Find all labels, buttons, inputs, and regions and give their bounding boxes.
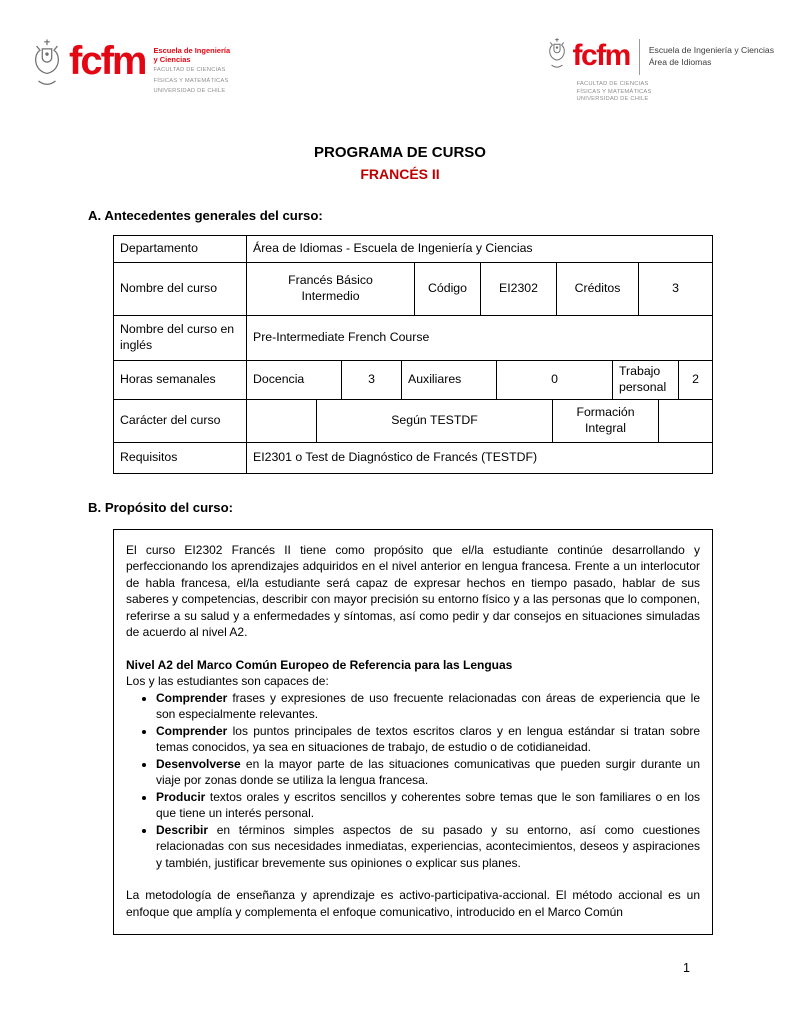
school-name-line1: Escuela de Ingeniería xyxy=(153,46,231,55)
table-row-departamento xyxy=(114,236,712,262)
bullet-text: textos orales y escritos sencillos y coherentes sobre temas que le son familiares o en los que tiene un interés personal. xyxy=(156,789,700,821)
page-number: 1 xyxy=(683,961,690,975)
bullet-item xyxy=(156,756,700,789)
creditos-label: Créditos xyxy=(556,263,638,315)
fcfm-logo-left xyxy=(30,36,230,97)
bullet-item xyxy=(156,822,700,872)
fcfm-logo-right xyxy=(546,36,774,104)
section-b-heading: B. Propósito del curso: xyxy=(88,499,234,515)
level-a2-heading: Nivel A2 del Marco Común Europeo de Referencia para las Lenguas xyxy=(126,657,513,672)
requisitos-value: EI2301 o Test de Diagnóstico de Francés (TESTDF) xyxy=(246,443,712,473)
caracter-label: Carácter del curso xyxy=(120,412,221,427)
auxiliares-label: Auxiliares xyxy=(401,361,496,399)
purpose-paragraph-2: La metodología de enseñanza y aprendizaje es activo-participativa-accional. El método accional es un enfoque que amplía y complementa el enfoque comunicativo, introducido en el Marco Común xyxy=(126,888,700,919)
requisitos-label: Requisitos xyxy=(120,449,178,464)
formacion-line1: Formación xyxy=(576,405,635,420)
faculty-name-line1: FACULTAD DE CIENCIAS xyxy=(576,81,649,87)
course-subtitle: FRANCÉS II xyxy=(360,165,440,182)
nombre-curso-line2: Intermedio xyxy=(301,288,360,303)
section-a-heading: A. Antecedentes generales del curso: xyxy=(88,207,323,223)
fcfm-logo-left-text xyxy=(153,46,230,96)
docencia-value: 3 xyxy=(341,361,401,399)
university-crest-icon xyxy=(30,36,64,97)
table-row-requisitos xyxy=(114,442,712,473)
caracter-empty-cell-2 xyxy=(658,400,712,442)
purpose-box xyxy=(113,529,713,936)
faculty-name-line2: FÍSICAS Y MATEMÁTICAS xyxy=(576,88,652,95)
nombre-curso-value xyxy=(246,263,414,315)
nombre-ingles-label: Nombre del curso en inglés xyxy=(120,322,235,352)
page-title: PROGRAMA DE CURSO xyxy=(314,143,486,161)
department-names xyxy=(649,45,774,68)
bullet-lead: Desenvolverse xyxy=(156,756,241,771)
school-name: Escuela de Ingeniería y Ciencias xyxy=(648,44,774,55)
horas-label: Horas semanales xyxy=(120,371,216,386)
competencies-bullet-list xyxy=(126,690,700,872)
nombre-curso-line1: Francés Básico xyxy=(288,273,373,288)
table-row-nombre-ingles xyxy=(114,315,712,360)
bullet-item xyxy=(156,723,700,756)
trabajo-label: Trabajo personal xyxy=(612,361,678,399)
auxiliares-value: 0 xyxy=(496,361,612,399)
level-a2-intro: Los y las estudiantes son capaces de: xyxy=(126,674,329,689)
bullet-text: en la mayor parte de las situaciones comunicativas que pueden surgir durante un viaje por zonas donde se utiliza la lengua francesa. xyxy=(156,756,700,788)
faculty-name-line1: FACULTAD DE CIENCIAS xyxy=(153,67,226,73)
docencia-label: Docencia xyxy=(246,361,341,399)
table-row-nombre-curso xyxy=(114,262,712,315)
nombre-curso-label: Nombre del curso xyxy=(120,280,218,295)
caracter-value-formacion xyxy=(552,400,658,442)
title-block xyxy=(0,144,800,182)
area-idiomas-name: Área de Idiomas xyxy=(648,56,712,67)
fcfm-logotype: fcfm xyxy=(572,39,630,73)
formacion-line2: Integral xyxy=(584,420,627,435)
caracter-empty-cell xyxy=(246,400,316,442)
course-info-table xyxy=(113,235,713,474)
trabajo-value: 2 xyxy=(678,361,712,399)
codigo-value: EI2302 xyxy=(480,263,556,315)
faculty-name-line2: FÍSICAS Y MATEMÁTICAS xyxy=(153,77,229,84)
school-name-line2: y Ciencias xyxy=(153,55,191,64)
page-header xyxy=(0,0,800,104)
university-name: UNIVERSIDAD DE CHILE xyxy=(153,88,226,95)
fcfm-logo-right-bottom xyxy=(576,81,774,104)
bullet-text: frases y expresiones de uso frecuente relacionadas con áreas de experiencia que le son especialmente relevantes. xyxy=(156,690,700,722)
bullet-lead: Describir xyxy=(156,822,209,837)
fcfm-logo-right-top xyxy=(546,36,774,77)
bullet-lead: Comprender xyxy=(156,690,228,705)
table-row-caracter xyxy=(114,399,712,442)
nombre-ingles-value: Pre-Intermediate French Course xyxy=(246,316,712,360)
purpose-paragraph-1: El curso EI2302 Francés II tiene como propósito que el/la estudiante continúe desarrollando y perfeccionando los aprendizajes adquiridos en el nivel anterior en lengua francesa. Frente a un interlocutor de habla francesa, el/la estudiante será capaz de expresar hechos en tiempo pasado, hablar de sus saberes y competencias, describir con mayor precisión su entorno físico y a las personas que lo componen, referirse a su salud y a enfermedades y síntomas, así como pedir y dar consejos en situaciones simuladas de acuerdo al nivel A2. xyxy=(126,542,700,640)
fcfm-logotype: fcfm xyxy=(69,39,146,83)
bullet-text: en términos simples aspectos de su pasado y su entorno, así como cuestiones relacionadas con sus necesidades inmediatas, experiencias, acontecimientos, deseos y aspiraciones y también, justificar brevemente sus opiniones o explicar sus planes. xyxy=(156,822,700,870)
university-crest-icon xyxy=(546,36,568,77)
codigo-label: Código xyxy=(414,263,480,315)
bullet-lead: Producir xyxy=(156,789,206,804)
departamento-value: Área de Idiomas - Escuela de Ingeniería y Ciencias xyxy=(246,236,712,262)
caracter-value-testdf: Según TESTDF xyxy=(316,400,552,442)
university-name: UNIVERSIDAD DE CHILE xyxy=(576,96,649,103)
bullet-lead: Comprender xyxy=(156,723,228,738)
creditos-value: 3 xyxy=(638,263,712,315)
table-row-horas xyxy=(114,360,712,399)
bullet-text: los puntos principales de textos escritos claros y en lengua estándar si tratan sobre temas conocidos, ya sea en situaciones de trabajo, de estudio o de cotidianeidad. xyxy=(156,723,700,755)
bullet-item xyxy=(156,690,700,723)
departamento-label: Departamento xyxy=(120,240,198,255)
logo-divider xyxy=(639,39,640,75)
bullet-item xyxy=(156,789,700,822)
